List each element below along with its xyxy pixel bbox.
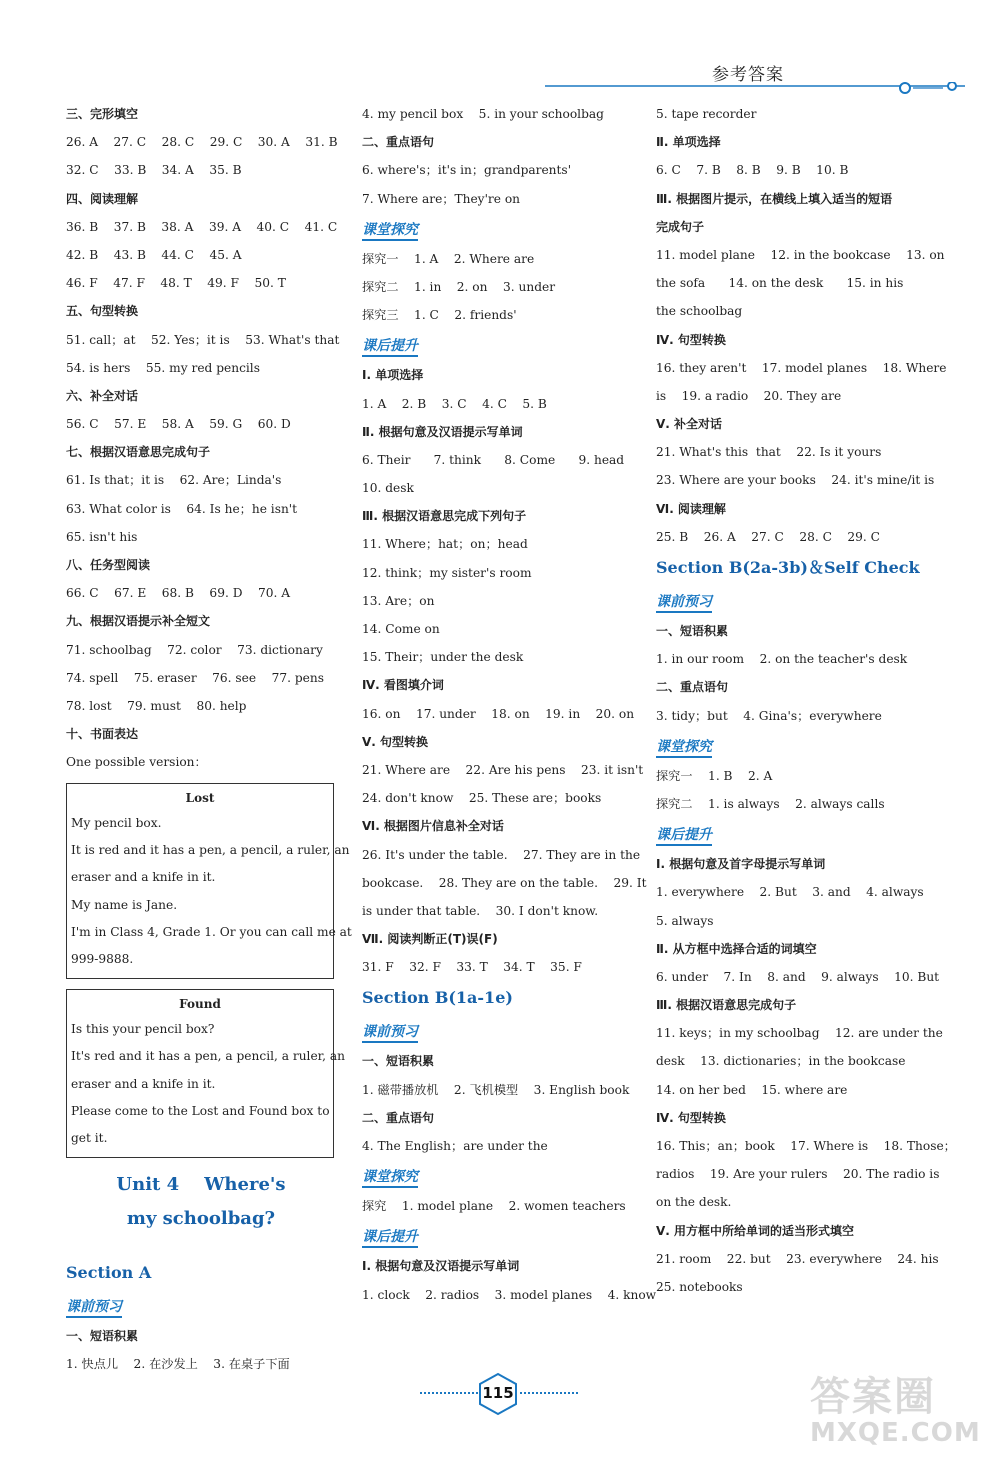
found-notice-line: Is this your pencil box? — [71, 1021, 215, 1036]
left-dots — [420, 1392, 478, 1396]
question-heading: Ⅳ. 句型转换 — [656, 332, 726, 347]
answer-line: 10. desk — [362, 481, 414, 496]
column-left-tail — [66, 1322, 336, 1378]
answer-line: 36. B 37. B 38. A 39. A 40. C 41. C — [66, 219, 338, 234]
unit-title-line-2: my schoolbag? — [126, 1207, 276, 1229]
lost-notice-line: It is red and it has a pen, a pencil, a ruler, an — [71, 842, 350, 857]
question-heading: 三、完形填空 — [66, 107, 139, 121]
header-title: 参考答案 — [712, 65, 784, 85]
page-number: 115 — [482, 1384, 514, 1402]
answer-line: 11. keys；in my schoolbag 12. are under the — [656, 1026, 943, 1041]
answer-line: 25. B 26. A 27. C 28. C 29. C — [656, 529, 880, 544]
section-tag: 课前预习 — [656, 593, 712, 613]
found-notice-line: Please come to the Lost and Found box to — [71, 1104, 330, 1119]
answer-line: the sofa 14. on the desk 15. in his — [656, 276, 904, 291]
section-tag: 课后提升 — [362, 337, 418, 357]
answer-line: 74. spell 75. eraser 76. see 77. pens — [66, 670, 324, 685]
question-heading: Ⅰ. 根据句意及汉语提示写单词 — [362, 1259, 520, 1274]
found-notice-line: It's red and it has a pen, a pencil, a ruler, an — [71, 1049, 346, 1064]
lost-notice-lines — [71, 810, 352, 974]
answer-line: 25. notebooks — [656, 1279, 743, 1294]
column-middle — [362, 100, 657, 1309]
answer-line: desk 13. dictionaries；in the bookcase — [656, 1054, 906, 1069]
question-heading: 一、短语积累 — [362, 1054, 435, 1069]
answer-line: 探究一 1. A 2. Where are — [362, 251, 535, 266]
found-notice-lines — [71, 1016, 346, 1153]
answer-line: bookcase. 28. They are on the table. 29. It — [362, 875, 647, 890]
answer-line: 14. Come on — [362, 622, 440, 636]
answer-line: 12. think；my sister's room — [362, 565, 532, 580]
lost-notice-line: I'm in Class 4, Grade 1. Or you can call me at — [71, 925, 352, 940]
answer-line: 7. Where are；They're on — [362, 191, 521, 206]
question-heading: 一、短语积累 — [656, 624, 729, 638]
answer-line: 66. C 67. E 68. B 69. D 70. A — [66, 586, 291, 601]
question-heading: 一、短语积累 — [66, 1328, 139, 1343]
question-heading: Ⅳ. 句型转换 — [656, 1110, 726, 1125]
answer-line: 探究二 1. in 2. on 3. under — [362, 279, 556, 294]
answer-line: 5. always — [656, 913, 714, 928]
question-heading: Ⅲ. 根据汉语意思完成下列句子 — [362, 509, 527, 524]
answer-line: 4. my pencil box 5. in your schoolbag — [362, 107, 604, 121]
answer-line: 61. Is that；it is 62. Are；Linda's — [66, 473, 282, 488]
question-heading: Ⅱ. 单项选择 — [656, 135, 721, 150]
lost-notice-title: Lost — [185, 790, 215, 805]
page-number-badge — [420, 1372, 580, 1416]
answer-line: 32. C 33. B 34. A 35. B — [66, 163, 242, 178]
lost-notice-line: My pencil box. — [71, 815, 162, 830]
question-heading: 九、根据汉语提示补全短文 — [66, 614, 211, 629]
answer-line: 1. clock 2. radios 3. model planes 4. know — [362, 1287, 657, 1302]
answer-line: 16. This；an；book 17. Where is 18. Those； — [656, 1139, 956, 1153]
found-notice-line: get it. — [71, 1131, 108, 1146]
question-heading: Ⅰ. 根据句意及首字母提示写单词 — [656, 857, 826, 872]
answer-line: 54. is hers 55. my red pencils — [66, 360, 260, 375]
answer-line: 31. F 32. F 33. T 34. T 35. F — [362, 960, 582, 975]
answer-line: 1. A 2. B 3. C 4. C 5. B — [362, 396, 547, 411]
answer-line: on the desk. — [656, 1195, 732, 1210]
answer-line: 23. Where are your books 24. it's mine/it is — [656, 473, 935, 488]
answer-line: 1. 磁带播放机 2. 飞机模型 3. English book — [362, 1082, 630, 1097]
question-heading: 五、句型转换 — [66, 304, 139, 319]
answer-line: 探究一 1. B 2. A — [656, 768, 773, 783]
answer-line: 46. F 47. F 48. T 49. F 50. T — [66, 276, 286, 291]
answer-line: 21. What's this that 22. Is it yours — [656, 445, 882, 460]
question-heading: 七、根据汉语意思完成句子 — [66, 445, 211, 460]
question-heading: Ⅴ. 用方框中所给单词的适当形式填空 — [656, 1223, 855, 1238]
tag-preview: 课前预习 — [66, 1298, 122, 1318]
column-left — [66, 100, 352, 1378]
section-tag: 课堂探究 — [362, 1168, 418, 1188]
answer-line: radios 19. Are your rulers 20. The radio is — [656, 1167, 940, 1182]
answer-line: 14. on her bed 15. where are — [656, 1082, 848, 1097]
answer-line: 探究三 1. C 2. friends' — [362, 308, 517, 323]
answer-line: 1. everywhere 2. But 3. and 4. always — [656, 885, 924, 900]
answer-line: 4. The English；are under the — [362, 1139, 548, 1153]
question-heading: Ⅴ. 句型转换 — [362, 734, 429, 749]
header-decoration-icon — [545, 82, 965, 102]
question-heading: 十、书面表达 — [66, 727, 139, 742]
question-heading: 二、重点语句 — [656, 680, 729, 695]
answer-line: 21. Where are 22. Are his pens 23. it isn't — [362, 762, 644, 777]
lost-notice-line: My name is Jane. — [71, 897, 178, 912]
column-right — [656, 100, 956, 1301]
answer-line: One possible version： — [66, 755, 207, 770]
answer-line: 15. Their；under the desk — [362, 650, 524, 665]
answer-line: 21. room 22. but 23. everywhere 24. his — [656, 1251, 939, 1266]
found-notice-title: Found — [179, 996, 221, 1011]
answer-line: 16. they aren't 17. model planes 18. Where — [656, 360, 947, 375]
answer-line: 13. Are；on — [362, 593, 435, 608]
watermark-cn: 答案圈 — [810, 1374, 936, 1420]
question-heading: 完成句子 — [656, 219, 705, 234]
question-heading: Ⅲ. 根据图片提示，在横线上填入适当的短语 — [656, 191, 893, 206]
answer-line: 探究二 1. is always 2. always calls — [656, 796, 885, 811]
question-heading: Ⅳ. 看图填介词 — [362, 678, 444, 693]
right-dots — [520, 1392, 578, 1396]
found-notice-line: eraser and a knife in it. — [71, 1076, 216, 1091]
answer-line: is 19. a radio 20. They are — [656, 388, 842, 403]
answer-line: 1. in our room 2. on the teacher's desk — [656, 652, 908, 667]
question-heading: 六、补全对话 — [66, 388, 139, 403]
section-heading: Section B(1a-1e) — [362, 988, 513, 1008]
question-heading: 二、重点语句 — [362, 1110, 435, 1125]
answer-line: 5. tape recorder — [656, 107, 757, 121]
section-tag: 课前预习 — [362, 1023, 418, 1043]
section-tag: 课堂探究 — [362, 221, 418, 241]
section-tag: 课后提升 — [362, 1228, 418, 1248]
answer-line: 6. Their 7. think 8. Come 9. head — [362, 452, 625, 467]
question-heading: Ⅶ. 阅读判断正(T)误(F) — [362, 932, 498, 947]
question-heading: Ⅱ. 从方框中选择合适的词填空 — [656, 941, 817, 956]
found-notice-box — [66, 989, 346, 1158]
question-heading: 八、任务型阅读 — [66, 558, 151, 572]
question-heading: Ⅲ. 根据汉语意思完成句子 — [656, 998, 797, 1013]
answer-line: 26. A 27. C 28. C 29. C 30. A 31. B — [66, 135, 338, 150]
answer-line: 65. isn't his — [66, 529, 138, 544]
answer-line: 6. where's；it's in；grandparents' — [362, 163, 572, 178]
answer-line: 24. don't know 25. These are；books — [362, 791, 602, 806]
question-heading: Ⅱ. 根据句意及汉语提示写单词 — [362, 424, 523, 439]
answer-line: 42. B 43. B 44. C 45. A — [66, 247, 242, 262]
question-heading: 四、阅读理解 — [66, 191, 139, 206]
lost-notice-line: 999-9888. — [71, 952, 134, 967]
answer-line: 56. C 57. E 58. A 59. G 60. D — [66, 417, 291, 432]
answer-line: 51. call；at 52. Yes；it is 53. What's that — [66, 332, 340, 347]
answer-line: 63. What color is 64. Is he；he isn't — [66, 501, 298, 516]
answer-line: 11. Where；hat；on；head — [362, 537, 528, 552]
section-tag: 课堂探究 — [656, 738, 712, 758]
site-watermark — [810, 1375, 990, 1455]
answer-line: 71. schoolbag 72. color 73. dictionary — [66, 642, 323, 657]
unit-title-line-1: Unit 4 Where's — [116, 1173, 286, 1195]
question-heading: Ⅰ. 单项选择 — [362, 368, 424, 383]
question-heading: Ⅵ. 根据图片信息补全对话 — [362, 819, 504, 834]
lost-notice-line: eraser and a knife in it. — [71, 870, 216, 885]
section-a-heading: Section A — [66, 1262, 152, 1282]
section-heading: Section B(2a-3b)＆Self Check — [656, 558, 920, 577]
question-heading: Ⅵ. 阅读理解 — [656, 501, 726, 516]
answer-line: 6. under 7. In 8. and 9. always 10. But — [656, 969, 940, 984]
answer-line: 探究 1. model plane 2. women teachers — [362, 1199, 626, 1214]
answer-line: 6. C 7. B 8. B 9. B 10. B — [656, 163, 849, 178]
answer-line: 3. tidy；but 4. Gina's；everywhere — [656, 708, 882, 723]
answer-line: the schoolbag — [656, 304, 743, 319]
watermark-en: MXQE.COM — [810, 1418, 981, 1448]
question-heading: 二、重点语句 — [362, 135, 435, 150]
section-tag: 课后提升 — [656, 826, 712, 846]
question-heading: Ⅴ. 补全对话 — [656, 417, 723, 432]
answer-line: 78. lost 79. must 80. help — [66, 698, 247, 713]
answer-line: 16. on 17. under 18. on 19. in 20. on — [362, 706, 635, 721]
answer-line: 1. 快点儿 2. 在沙发上 3. 在桌子下面 — [66, 1356, 290, 1371]
column-left-lines — [66, 100, 340, 777]
answer-line: 26. It's under the table. 27. They are in the — [362, 847, 641, 862]
answer-line: is under that table. 30. I don't know. — [362, 903, 599, 918]
answer-line: 11. model plane 12. in the bookcase 13. on — [656, 247, 945, 262]
lost-notice-box — [66, 783, 352, 979]
